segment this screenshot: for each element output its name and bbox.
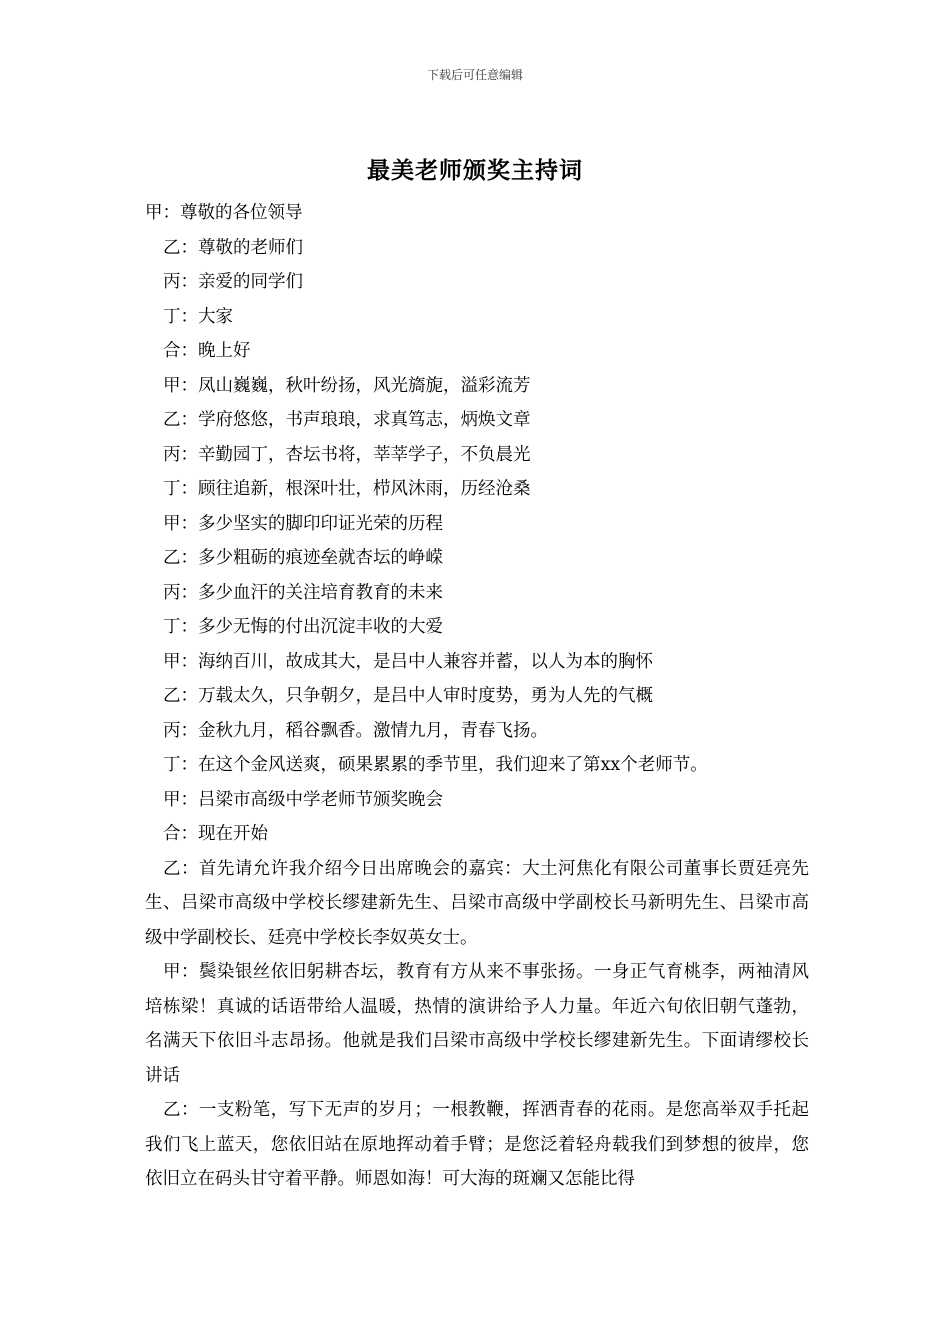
script-paragraph: 甲：鬓染银丝依旧躬耕杏坛，教育有方从来不事张扬。一身正气育桃李，两袖清风培栋梁！真诚的话语带给人温暖，热情的演讲给予人力量。年近六旬依旧朝气蓬勃，名满天下依旧斗志昂扬。他就是我们吕梁市高级中学校长缪建新先生。下面请缪校长讲话 xyxy=(145,962,809,1086)
page-header-note: 下载后可任意编辑 xyxy=(426,68,523,82)
script-line: 合：现在开始 xyxy=(163,824,268,844)
script-line: 丁：在这个金风送爽，硕果累累的季节里，我们迎来了第xx个老师节。 xyxy=(163,755,708,775)
script-line: 乙：万载太久，只争朝夕，是吕中人审时度势，勇为人先的气概 xyxy=(163,686,653,706)
document-body xyxy=(145,196,809,1197)
script-paragraph: 乙：首先请允许我介绍今日出席晚会的嘉宾：大土河焦化有限公司董事长贾廷亮先生、吕梁市高级中学校长缪建新先生、吕梁市高级中学副校长马新明先生、吕梁市高级中学副校长、廷亮中学校长李奴英女士。 xyxy=(145,858,809,948)
script-line: 丙：亲爱的同学们 xyxy=(163,272,303,292)
script-line: 丙：多少血汗的关注培育教育的未来 xyxy=(163,582,443,603)
script-line: 乙：学府悠悠，书声琅琅，求真笃志，炳焕文章 xyxy=(163,410,531,430)
script-line: 甲：尊敬的各位领导 xyxy=(145,203,303,223)
script-line: 甲：凤山巍巍，秋叶纷扬，风光旖旎，溢彩流芳 xyxy=(163,375,531,396)
script-line: 甲：吕梁市高级中学老师节颁奖晚会 xyxy=(163,789,443,810)
script-line: 合：晚上好 xyxy=(163,341,251,361)
script-line: 乙：尊敬的老师们 xyxy=(163,237,303,258)
script-line: 甲：多少坚实的脚印印证光荣的历程 xyxy=(163,513,443,534)
script-line: 丁：多少无悔的付出沉淀丰收的大爱 xyxy=(163,617,443,637)
script-line: 丙：辛勤园丁，杏坛书将，莘莘学子，不负晨光 xyxy=(163,444,531,465)
script-line: 丁：大家 xyxy=(163,306,233,327)
script-line: 乙：多少粗砺的痕迹垒就杏坛的峥嵘 xyxy=(163,548,443,568)
script-line: 丙：金秋九月，稻谷飘香。激情九月，青春飞扬。 xyxy=(163,720,548,741)
script-paragraph: 乙：一支粉笔，写下无声的岁月；一根教鞭，挥洒青春的花雨。是您高举双手托起我们飞上蓝天，您依旧站在原地挥动着手臂；是您泛着轻舟载我们到梦想的彼岸，您依旧立在码头甘守着平静。师恩如海！可大海的斑斓又怎能比得 xyxy=(145,1100,809,1189)
script-line: 丁：顾往追新，根深叶壮，栉风沐雨，历经沧桑 xyxy=(163,479,531,499)
script-line: 甲：海纳百川，故成其大，是吕中人兼容并蓄，以人为本的胸怀 xyxy=(163,651,653,672)
document-title: 最美老师颁奖主持词 xyxy=(367,157,583,184)
